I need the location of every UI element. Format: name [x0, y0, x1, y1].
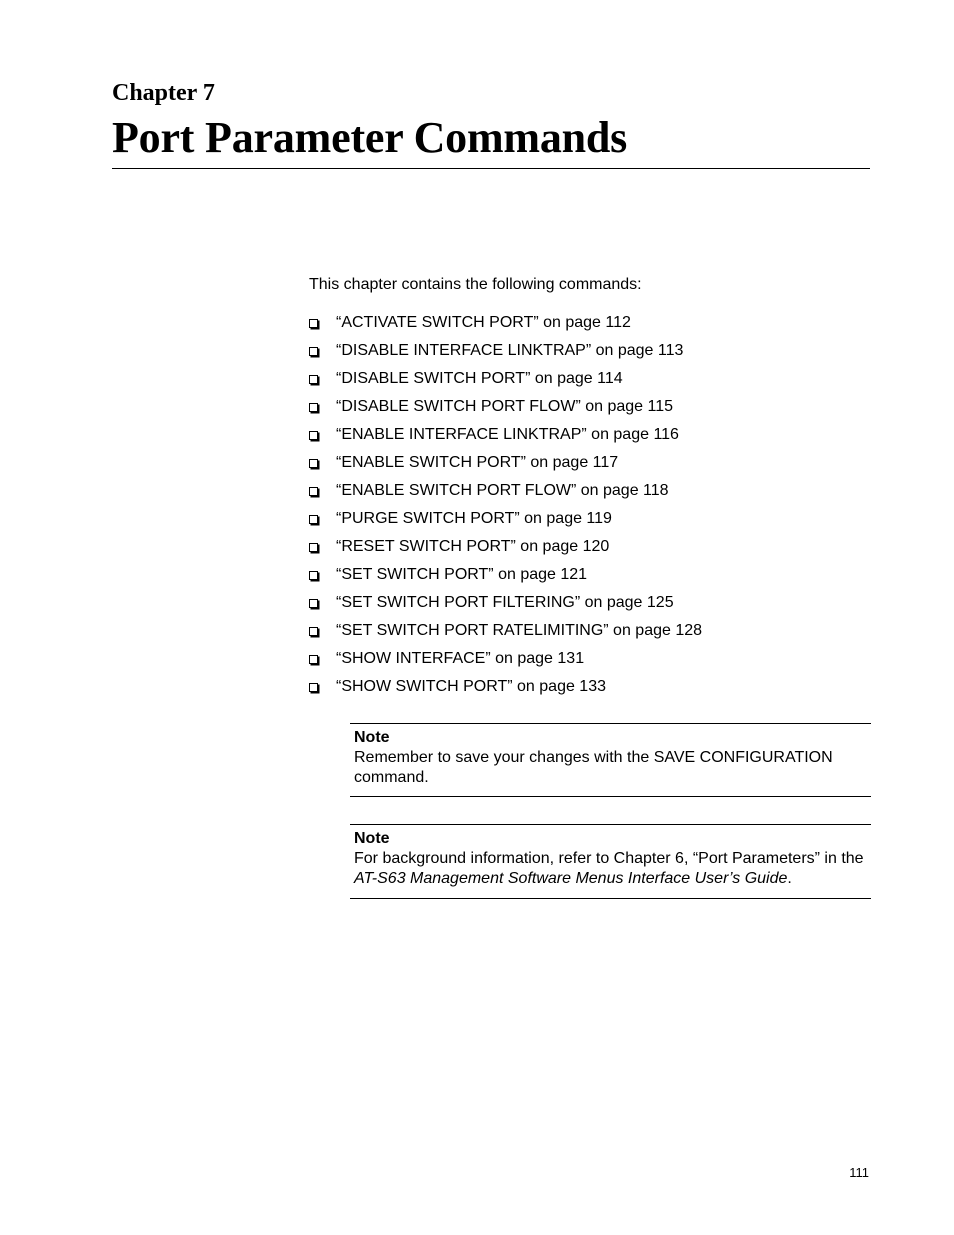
list-item[interactable] [309, 397, 702, 425]
checkbox-bullet-icon [309, 375, 318, 384]
command-link[interactable]: “DISABLE INTERFACE LINKTRAP” on page 113 [336, 342, 684, 359]
list-item[interactable] [309, 677, 702, 705]
command-link[interactable]: “PURGE SWITCH PORT” on page 119 [336, 510, 612, 527]
command-link[interactable]: “SET SWITCH PORT RATELIMITING” on page 128 [336, 622, 703, 639]
checkbox-bullet-icon [309, 543, 318, 552]
checkbox-bullet-icon [309, 599, 318, 608]
list-item[interactable] [309, 369, 702, 397]
note-text-lead: For background information, refer to Chapter 6, “Port Parameters” in the [354, 850, 864, 867]
note-heading: Note [354, 729, 390, 746]
command-link[interactable]: “SHOW SWITCH PORT” on page 133 [336, 678, 606, 695]
list-item[interactable] [309, 537, 702, 565]
command-link[interactable]: “SHOW INTERFACE” on page 131 [336, 650, 585, 667]
checkbox-bullet-icon [309, 487, 318, 496]
chapter-title: Port Parameter Commands [112, 113, 628, 162]
checkbox-bullet-icon [309, 627, 318, 636]
command-link[interactable]: “ENABLE SWITCH PORT” on page 117 [336, 454, 619, 471]
list-item[interactable] [309, 313, 702, 341]
list-item[interactable] [309, 649, 702, 677]
command-link[interactable]: “SET SWITCH PORT” on page 121 [336, 566, 588, 583]
command-list [309, 313, 702, 705]
chapter-label: Chapter 7 [112, 80, 215, 106]
page-number: 111 [849, 1165, 869, 1180]
command-link[interactable]: “ENABLE SWITCH PORT FLOW” on page 118 [336, 482, 669, 499]
list-item[interactable] [309, 593, 702, 621]
note-heading: Note [354, 830, 390, 847]
list-item[interactable] [309, 425, 702, 453]
note-text: Remember to save your changes with the SAVE CONFIGURATION command. [354, 749, 833, 786]
command-link[interactable]: “ENABLE INTERFACE LINKTRAP” on page 116 [336, 426, 679, 443]
command-link[interactable]: “RESET SWITCH PORT” on page 120 [336, 538, 610, 555]
list-item[interactable] [309, 509, 702, 537]
command-link[interactable]: “DISABLE SWITCH PORT” on page 114 [336, 370, 623, 387]
intro-text: This chapter contains the following commands: [309, 276, 642, 293]
note-save-config [350, 723, 871, 797]
note-text [354, 849, 871, 889]
command-link[interactable]: “SET SWITCH PORT FILTERING” on page 125 [336, 594, 674, 611]
checkbox-bullet-icon [309, 571, 318, 580]
list-item[interactable] [309, 453, 702, 481]
list-item[interactable] [309, 481, 702, 509]
checkbox-bullet-icon [309, 515, 318, 524]
checkbox-bullet-icon [309, 431, 318, 440]
checkbox-bullet-icon [309, 655, 318, 664]
checkbox-bullet-icon [309, 403, 318, 412]
list-item[interactable] [309, 341, 702, 369]
list-item[interactable] [309, 621, 702, 649]
guide-title: AT-S63 Management Software Menus Interface User’s Guide [354, 870, 788, 887]
checkbox-bullet-icon [309, 347, 318, 356]
checkbox-bullet-icon [309, 459, 318, 468]
checkbox-bullet-icon [309, 683, 318, 692]
list-item[interactable] [309, 565, 702, 593]
command-link[interactable]: “ACTIVATE SWITCH PORT” on page 112 [336, 314, 631, 331]
title-rule [112, 168, 870, 169]
note-text-end: . [787, 870, 792, 887]
note-background-info [350, 824, 871, 899]
checkbox-bullet-icon [309, 319, 318, 328]
command-link[interactable]: “DISABLE SWITCH PORT FLOW” on page 115 [336, 398, 673, 415]
